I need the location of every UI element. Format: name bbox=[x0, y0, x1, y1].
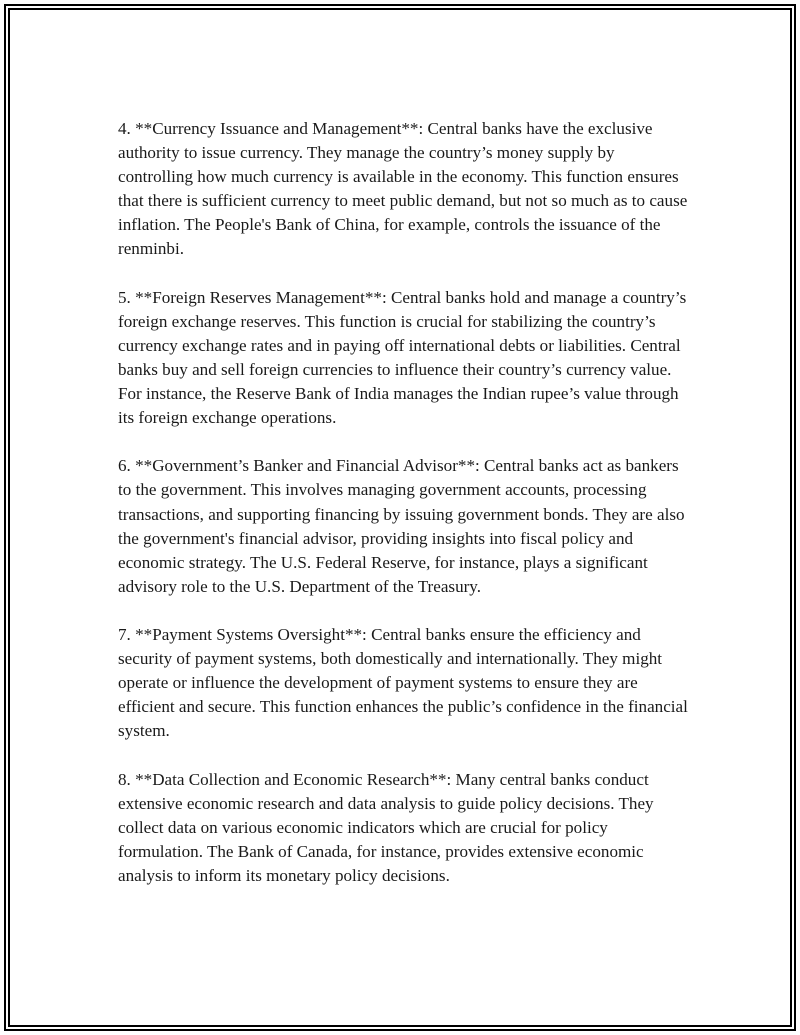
document-body bbox=[118, 117, 688, 888]
paragraph-currency-issuance: 4. **Currency Issuance and Management**: Central banks have the exclusive authority to issue currency. They manage the country’s money supply by controlling how much currency is available in the economy. This function ensures that there is sufficient currency to meet public demand, but not so much as to cause inflation. The People's Bank of China, for example, controls the issuance of the renminbi. bbox=[118, 119, 688, 259]
paragraph-payment-systems: 7. **Payment Systems Oversight**: Central banks ensure the efficiency and security of payment systems, both domestically and internationally. They might operate or influence the development of payment systems to ensure they are efficient and secure. This function enhances the public’s confidence in the financial system. bbox=[118, 624, 688, 741]
paragraph-data-collection: 8. **Data Collection and Economic Research**: Many central banks conduct extensive economic research and data analysis to guide policy decisions. They collect data on various economic indicators which are crucial for policy formulation. The Bank of Canada, for instance, provides extensive economic analysis to inform its monetary policy decisions. bbox=[118, 769, 654, 885]
paragraph-foreign-reserves: 5. **Foreign Reserves Management**: Central banks hold and manage a country’s foreign exchange reserves. This function is crucial for stabilizing the country’s currency exchange rates and in paying off international debts or liabilities. Central banks buy and sell foreign currencies to influence their country’s currency value. For instance, the Reserve Bank of India manages the Indian rupee’s value through its foreign exchange operations. bbox=[118, 287, 687, 428]
paragraph-government-banker: 6. **Government’s Banker and Financial Advisor**: Central banks act as bankers to the government. This involves managing government accounts, processing transactions, and supporting financing by issuing government bonds. They are also the government's financial advisor, providing insights into fiscal policy and economic strategy. The U.S. Federal Reserve, for instance, plays a significant advisory role to the U.S. Department of the Treasury. bbox=[118, 456, 685, 596]
